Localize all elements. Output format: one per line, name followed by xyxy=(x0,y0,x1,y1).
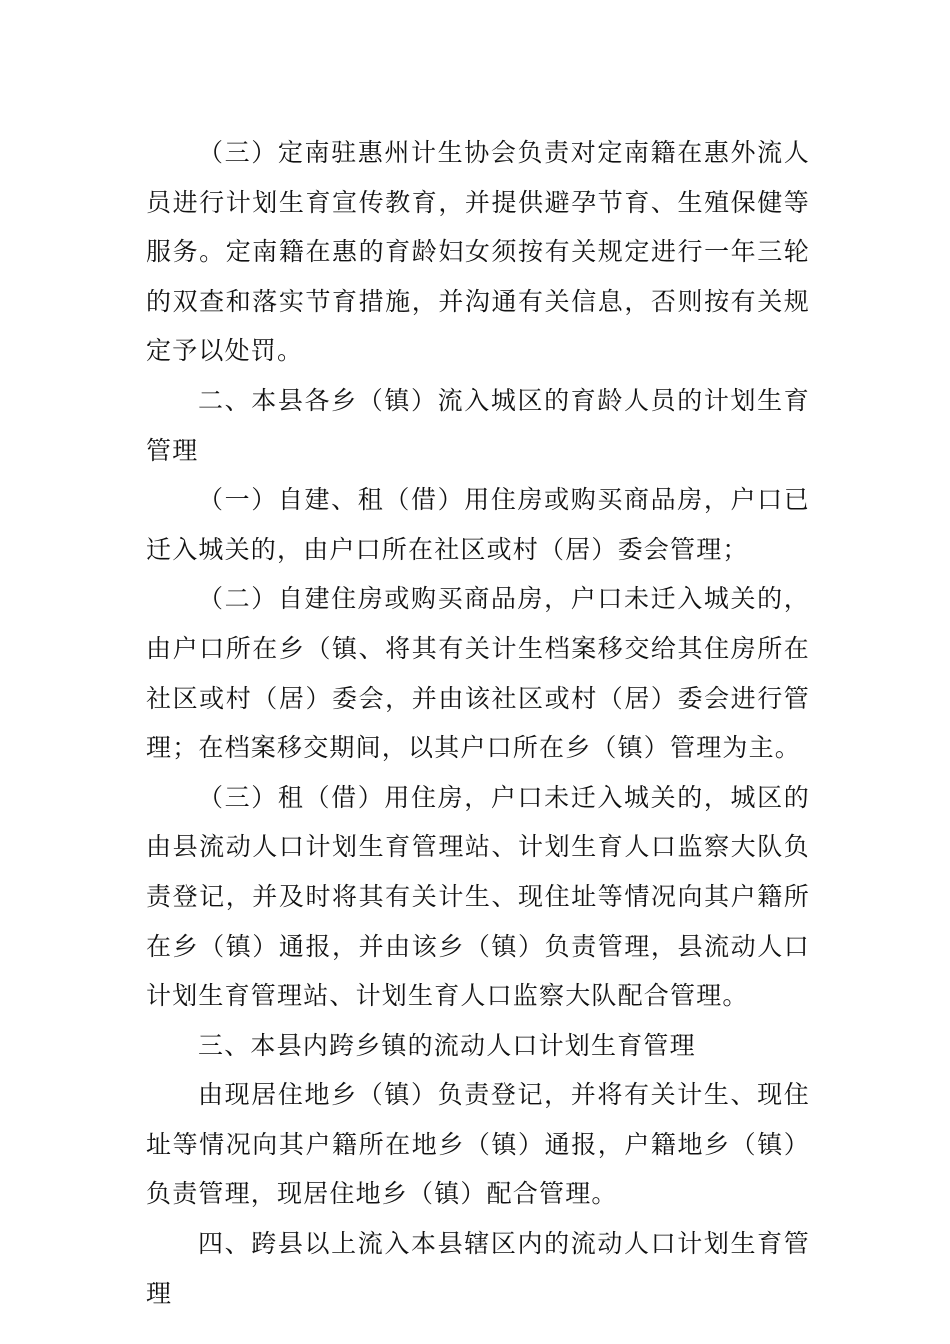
paragraph-sub-3: （三）租（借）用住房，户口未迁入城关的，城区的由县流动人口计划生育管理站、计划生育人口监察大队负责登记，并及时将其有关计生、现住址等情况向其户籍所在乡（镇）通报，并由该乡（镇）负责管理，县流动人口计划生育管理站、计划生育人口监察大队配合管理。 xyxy=(146,782,810,1011)
paragraph-sub-1: （一）自建、租（借）用住房或购买商品房，户口已迁入城关的，由户口所在社区或村（居）委会管理； xyxy=(146,485,810,564)
paragraph-section-3-body: 由现居住地乡（镇）负责登记，并将有关计生、现住址等情况向其户籍所在地乡（镇）通报，户籍地乡（镇）负责管理，现居住地乡（镇）配合管理。 xyxy=(146,1080,810,1209)
heading-section-4: 四、跨县以上流入本县辖区内的流动人口计划生育管理 xyxy=(146,1229,810,1308)
heading-section-3: 三、本县内跨乡镇的流动人口计划生育管理 xyxy=(198,1030,696,1060)
paragraph-sub-2: （二）自建住房或购买商品房，户口未迁入城关的，由户口所在乡（镇、将其有关计生档案移交给其住房所在社区或村（居）委会，并由该社区或村（居）委会进行管理；在档案移交期间，以其户口所在乡（镇）管理为主。 xyxy=(146,584,810,763)
heading-section-2: 二、本县各乡（镇）流入城区的育龄人员的计划生育管理 xyxy=(146,385,810,465)
document-body xyxy=(146,128,810,1318)
paragraph-sub-3-huizhou-association: （三）定南驻惠州计生协会负责对定南籍在惠外流人员进行计划生育宣传教育，并提供避孕节育、生殖保健等服务。定南籍在惠的育龄妇女须按有关规定进行一年三轮的双查和落实节育措施，并沟通有关信息，否则按有关规定予以处罚。 xyxy=(146,138,810,366)
